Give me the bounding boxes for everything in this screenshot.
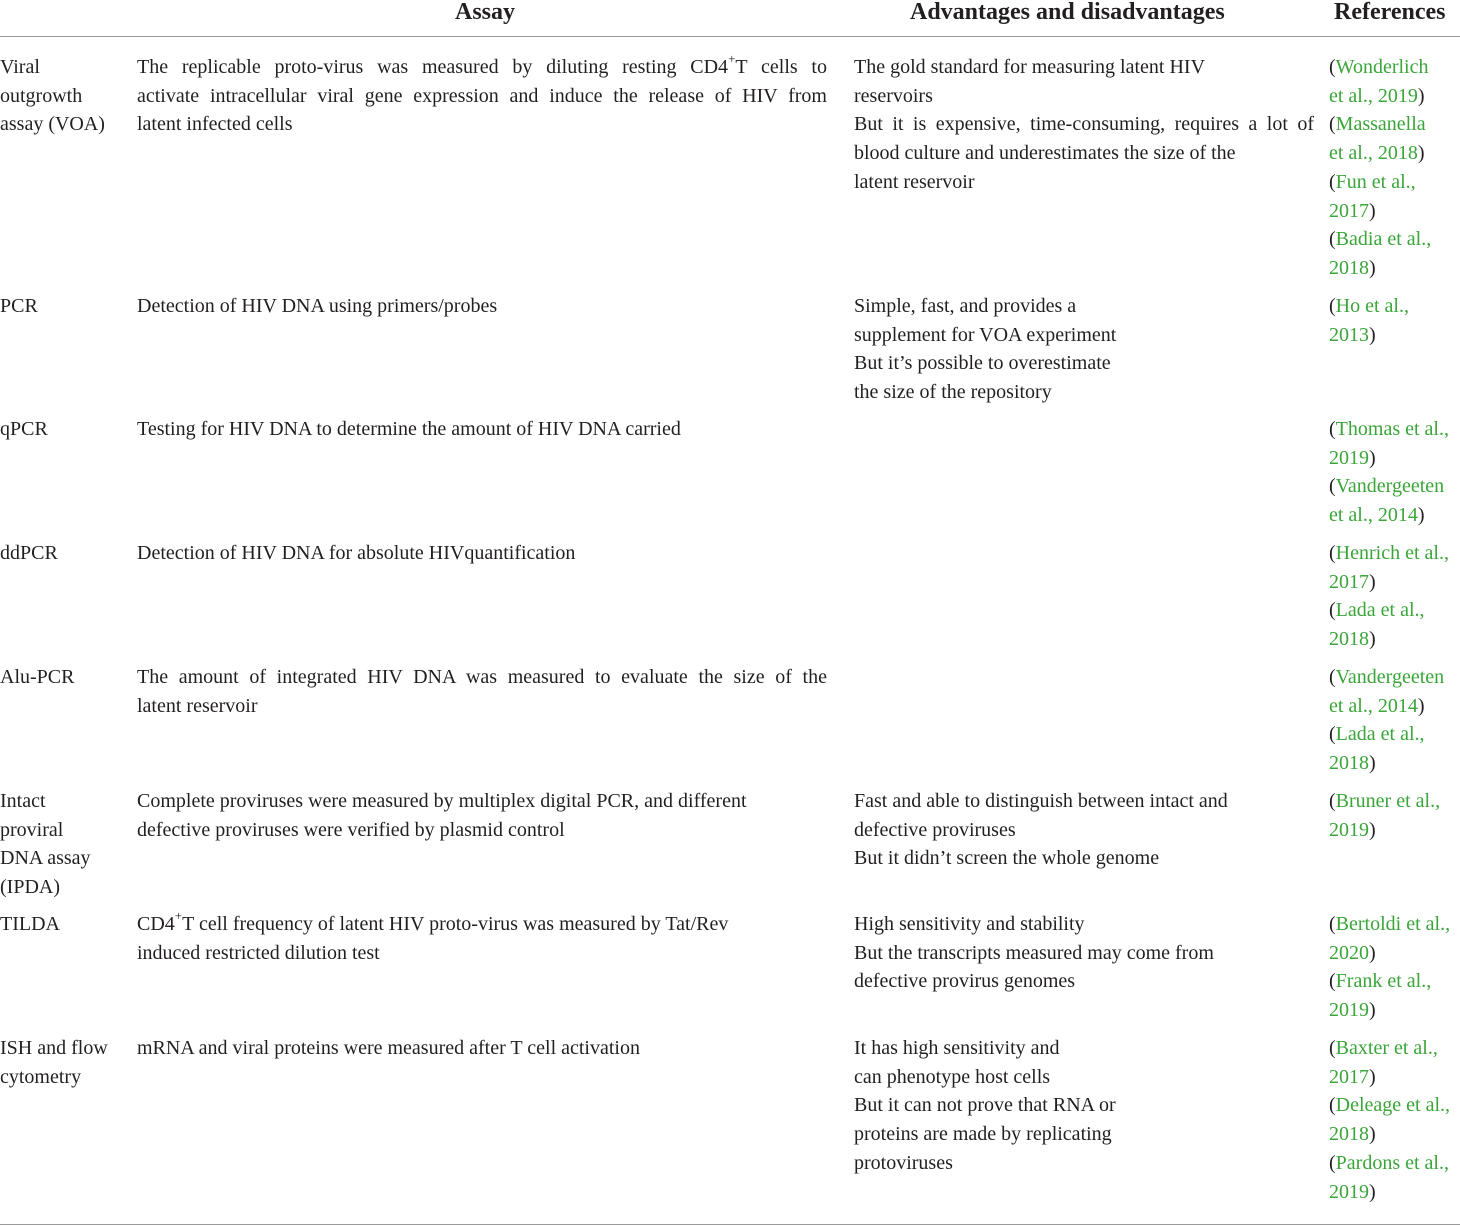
reference-link[interactable]: (Bertoldi et al., 2020) [1329, 913, 1451, 964]
advantages-cell: Fast and able to distinguish between intact and defective proviruses But it didn’t screen the whole genome [854, 790, 1228, 870]
references-cell [1329, 663, 1460, 778]
reference-link[interactable]: (Pardons et al., 2019) [1329, 1151, 1449, 1203]
assay-cell: Detection of HIV DNA for absolute HIVquantification [137, 542, 576, 564]
references-cell [1329, 1034, 1460, 1206]
assay-cell: The replicable proto-virus was measured by diluting resting CD4+T cells to activate intracellular viral gene expression and induce the release of HIV from latent infected cells [137, 51, 827, 136]
reference-link[interactable]: (Frank et al., 2019) [1329, 970, 1432, 1022]
reference-link[interactable]: (Vandergeeten et al., 2014) [1329, 475, 1445, 527]
reference-link[interactable]: (Baxter et al., 2017) [1329, 1037, 1438, 1088]
reference-link[interactable]: (Wonderlich et al., 2019) [1329, 56, 1429, 107]
reference-link[interactable]: (Lada et al., 2018) [1329, 723, 1425, 775]
reference-link[interactable]: (Deleage et al., 2018) [1329, 1094, 1451, 1146]
advantages-cell: It has high sensitivity and can phenotype host cells But it can not prove that RNA or proteins are made by replicating protoviruses [854, 1037, 1116, 1174]
assay-cell: The amount of integrated HIV DNA was measured to evaluate the size of the latent reservoir [137, 666, 827, 717]
method-cell: ddPCR [0, 542, 58, 564]
method-cell: ISH and flow cytometry [0, 1037, 108, 1088]
references-cell [1329, 787, 1460, 844]
reference-link[interactable]: (Badia et al., 2018) [1329, 228, 1432, 279]
assay-cell: mRNA and viral proteins were measured after T cell activation [137, 1037, 640, 1059]
footer-rule [0, 1224, 1460, 1225]
reference-link[interactable]: (Lada et al., 2018) [1329, 599, 1425, 651]
header-rule [0, 36, 1460, 37]
header-assay: Assay [455, 0, 516, 25]
advantages-cell: High sensitivity and stability But the transcripts measured may come from defective provirus genomes [854, 913, 1214, 993]
reference-link[interactable]: (Bruner et al., 2019) [1329, 790, 1441, 841]
reference-link[interactable]: (Henrich et al., 2017) [1329, 542, 1449, 593]
reference-link[interactable]: (Vandergeeten et al., 2014) [1329, 666, 1445, 717]
method-cell: TILDA [0, 913, 60, 935]
references-cell [1329, 292, 1460, 349]
reference-link[interactable]: (Fun et al., 2017) [1329, 170, 1416, 222]
assay-cell: CD4+T cell frequency of latent HIV proto-virus was measured by Tat/Rev induced restricted dilution test [137, 908, 729, 964]
assay-cell: Testing for HIV DNA to determine the amount of HIV DNA carried [137, 418, 681, 440]
reference-link[interactable]: (Massanella et al., 2018) [1329, 113, 1426, 165]
assay-cell: Complete proviruses were measured by multiplex digital PCR, and different defective proviruses were verified by plasmid control [137, 790, 747, 841]
header-advantages: Advantages and disadvantages [910, 0, 1225, 25]
method-cell: Viral outgrowth assay (VOA) [0, 56, 105, 136]
references-cell [1329, 415, 1460, 530]
method-cell: Alu-PCR [0, 666, 75, 688]
references-cell [1329, 53, 1460, 283]
references-cell [1329, 910, 1460, 1025]
assay-cell: Detection of HIV DNA using primers/probes [137, 295, 498, 317]
method-cell: qPCR [0, 418, 48, 440]
references-cell [1329, 539, 1460, 654]
header-references: References [1334, 0, 1446, 25]
reference-link[interactable]: (Thomas et al., 2019) [1329, 418, 1449, 469]
advantages-cell: Simple, fast, and provides a supplement for VOA experiment But it’s possible to overestimate the size of the repository [854, 295, 1117, 404]
reference-link[interactable]: (Ho et al., 2013) [1329, 295, 1409, 346]
advantages-cell: The gold standard for measuring latent HIV reservoirs But it is expensive, time-consuming, requires a lot of blood culture and underestimates the size of the latent reservoir [854, 56, 1314, 193]
method-cell: PCR [0, 295, 38, 317]
method-cell: Intact proviral DNA assay (IPDA) [0, 790, 91, 899]
